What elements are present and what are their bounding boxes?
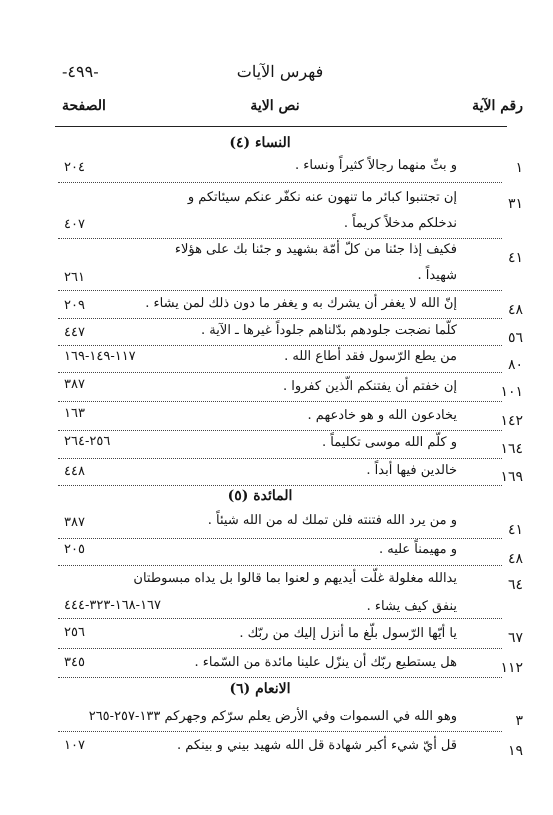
running-title: فهرس الآيات <box>236 62 324 81</box>
verse-number: ١ <box>515 160 523 176</box>
page-reference: ٤٤٧ <box>64 325 85 340</box>
row-separator <box>58 401 502 402</box>
verse-text: إن خفتم أن يفتنكم الّذين كفروا . <box>282 379 457 394</box>
column-heading-verse-text: نص الاية <box>250 98 300 114</box>
verse-text: من يطع الرّسول فقد أطاع الله . <box>284 349 457 364</box>
verse-text: و من يرد الله فتنته فلن تملك له من الله شيئاً . <box>207 513 457 528</box>
page-reference: ٢٠٩ <box>64 298 85 313</box>
verse-text-continuation: ندخلكم مدخلاً كريماً . <box>343 216 457 231</box>
row-separator <box>58 290 502 291</box>
verse-text: وهو الله في السموات وفي الأرض يعلم سرّكم وجهركم ١٣٣-٢٥٧-٢٦٥ <box>88 709 457 724</box>
row-separator <box>58 238 502 239</box>
page-reference: ١٦٣ <box>64 406 85 421</box>
page-reference: ٢٦١ <box>64 270 85 285</box>
row-separator <box>58 731 502 732</box>
verse-text: و كلّم الله موسى تكليماً . <box>322 435 457 450</box>
row-separator <box>58 182 502 183</box>
header-rule <box>55 126 507 127</box>
page-reference: ١١٧-١٤٩-١٦٩ <box>64 349 136 364</box>
verse-text: و بثّ منهما رجالاً كثيراً ونساء . <box>294 158 457 173</box>
verse-number: ٣١ <box>507 196 523 212</box>
verse-number: ٤١ <box>507 250 523 266</box>
verse-text: يخادعون الله و هو خادعهم . <box>307 408 457 423</box>
verse-text: كلّما نضجت جلودهم بدّلناهم جلوداً غيرها ـ الآية . <box>201 323 457 338</box>
page-reference: ١٠٧ <box>64 738 85 753</box>
verse-number: ١١٢ <box>500 660 523 676</box>
page-reference: ٢٥٦ <box>64 625 85 640</box>
page-reference: ٣٨٧ <box>64 377 85 392</box>
page-reference: ٢٥٦-٢٦٤ <box>64 434 111 449</box>
page-reference: ٤٠٧ <box>64 217 85 232</box>
verse-number: ٦٧ <box>507 630 523 646</box>
section-title: النساء (٤) <box>229 135 291 151</box>
verse-text: هل يستطيع ربّك أن ينزّل علينا مائدة من السّماء . <box>194 655 457 670</box>
verse-text: يدالله مغلولة غلّت أيديهم و لعنوا بما قالوا بل يداه مبسوطتان <box>133 571 457 586</box>
row-separator <box>58 618 502 619</box>
verse-text-continuation: ينفق كيف يشاء . <box>366 599 457 614</box>
verse-number: ١٦٤ <box>500 441 523 457</box>
page-reference: ٢٠٥ <box>64 542 85 557</box>
verse-text: يا أيّها الرّسول بلّغ ما أنزل إليك من ربّك . <box>239 626 457 641</box>
verse-number: ٦٤ <box>507 577 523 593</box>
verse-number: ١٦٩ <box>500 469 523 485</box>
column-heading-verse-number: رقم الآية <box>472 98 523 114</box>
verse-number: ٤٨ <box>507 302 523 318</box>
row-separator <box>58 485 502 486</box>
verse-text: خالدين فيها أبداً . <box>366 463 457 478</box>
section-title: المائدة (٥) <box>227 488 293 504</box>
verse-number: ١٤٢ <box>500 413 523 429</box>
page-reference: ١٦٧-١٦٨-٣٢٣-٤٤٤ <box>64 598 162 613</box>
verse-text-continuation: شهيداً . <box>417 268 457 283</box>
row-separator <box>58 372 502 373</box>
page-reference: ٤٤٨ <box>64 464 85 479</box>
verse-number: ٤١ <box>507 522 523 538</box>
row-separator <box>58 318 502 319</box>
section-title: الانعام (٦) <box>229 681 291 697</box>
verse-text: إن تجتنبوا كبائر ما تنهون عنه نكفّر عنكم سيئاتكم و <box>187 190 457 205</box>
row-separator <box>58 538 502 539</box>
page-number: -٤٩٩- <box>62 62 99 81</box>
row-separator <box>58 677 502 678</box>
column-heading-page: الصفحة <box>62 98 106 114</box>
verse-text: فكيف إذا جئنا من كلّ أمّة بشهيد و جئنا بك على هؤلاء <box>174 242 457 257</box>
verse-number: ٤٨ <box>507 551 523 567</box>
row-separator <box>58 648 502 649</box>
page-reference: ٣٤٥ <box>64 655 85 670</box>
page-reference: ٢٠٤ <box>64 160 85 175</box>
verse-text: و مهيمناً عليه . <box>378 542 457 557</box>
row-separator <box>58 565 502 566</box>
verse-number: ٨٠ <box>507 357 523 373</box>
verse-text: إنّ الله لا يغفر أن يشرك به و يغفر ما دون ذلك لمن يشاء . <box>145 296 457 311</box>
verse-number: ١٩ <box>507 743 523 759</box>
row-separator <box>58 430 502 431</box>
page-reference: ٣٨٧ <box>64 515 85 530</box>
verse-text: قل أيّ شيء أكبر شهادة قل الله شهيد بيني و بينكم . <box>176 738 457 753</box>
verse-number: ٣ <box>515 713 523 729</box>
row-separator <box>58 345 502 346</box>
verse-number: ١٠١ <box>500 384 523 400</box>
row-separator <box>58 458 502 459</box>
verse-number: ٥٦ <box>507 330 523 346</box>
